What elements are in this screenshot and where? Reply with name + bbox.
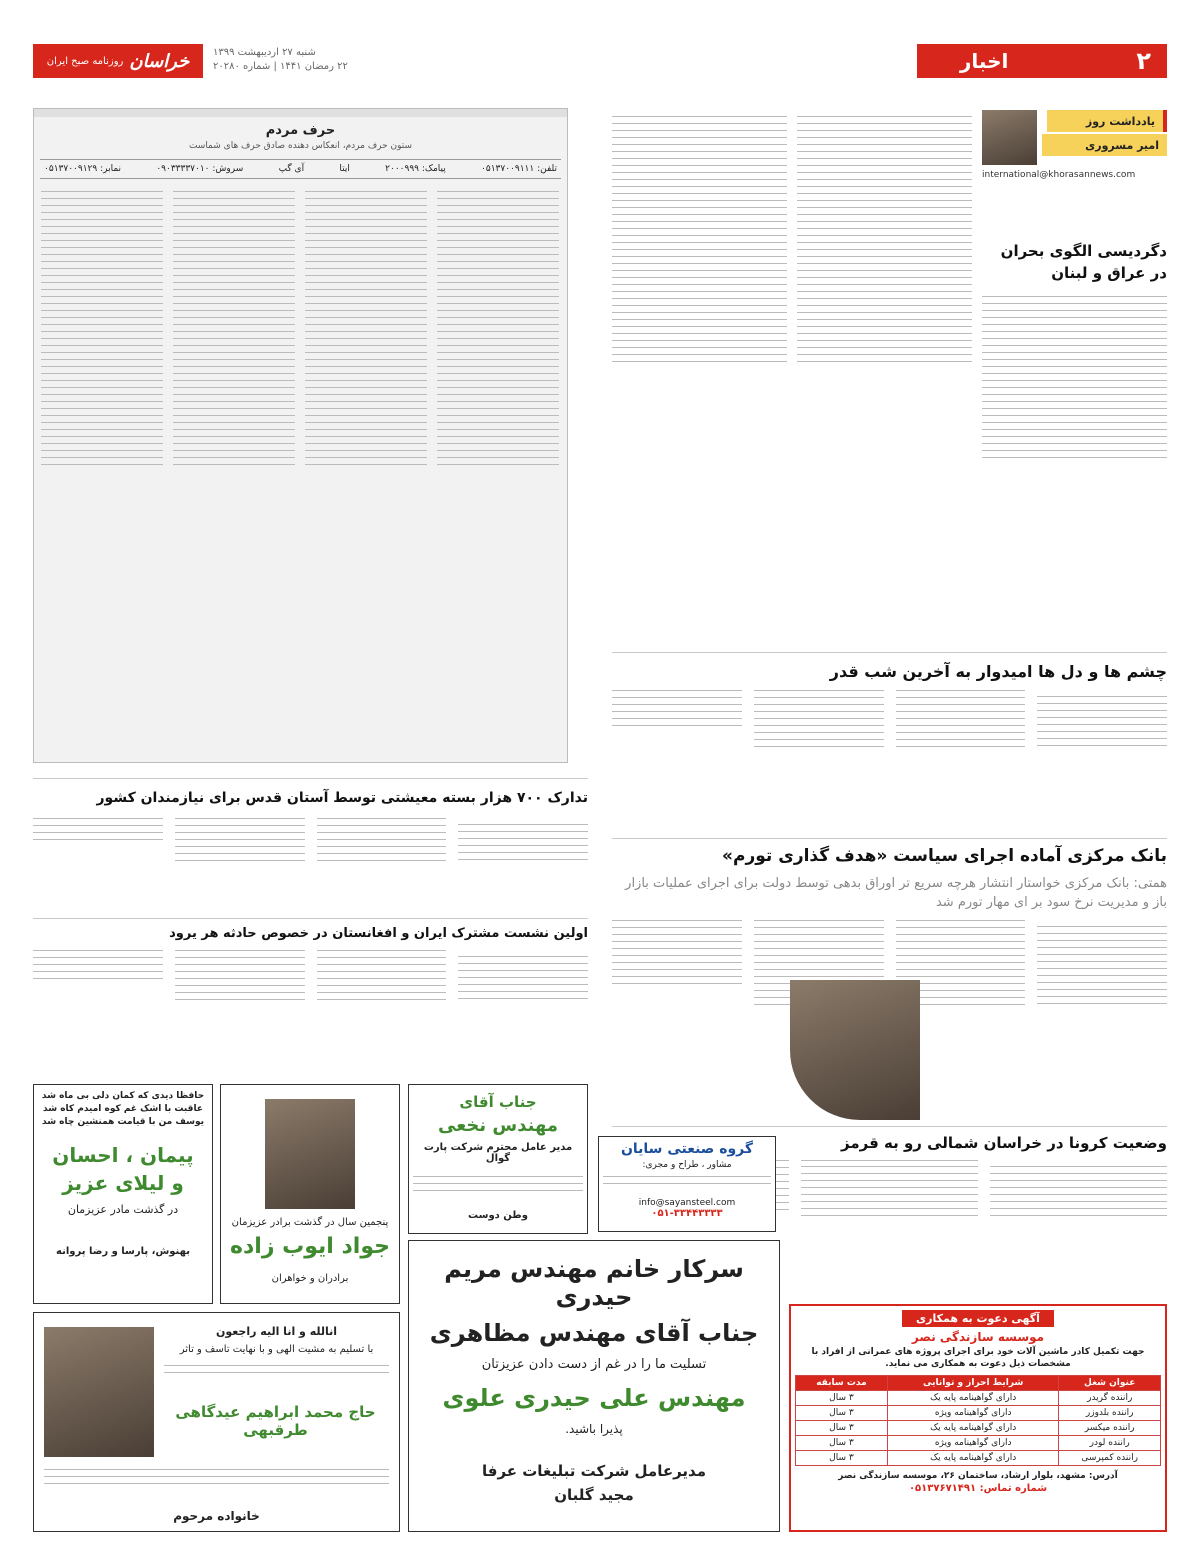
ad-memorial-photo [265, 1099, 355, 1209]
logo-block [33, 44, 203, 78]
table-cell: ۳ سال [796, 1421, 888, 1436]
ad-heydari-line-3: تسلیت ما را در غم از دست دادن عزیزتان [481, 1357, 707, 1372]
table-row [796, 1421, 1161, 1436]
ad-memorial-name: جواد ایوب زاده [230, 1234, 390, 1259]
table-cell: ۳ سال [796, 1451, 888, 1466]
ad-tarqabi-line: با تسلیم به مشیت الهی و با نهایت تاسف و تاثر [179, 1344, 374, 1355]
table-cell: ۳ سال [796, 1436, 888, 1451]
table-cell: دارای گواهینامه پایه یک [887, 1421, 1059, 1436]
column-kicker: یادداشت روز [1085, 114, 1155, 128]
table-cell: راننده بلدوزر [1059, 1406, 1161, 1421]
ad-hiring-table [795, 1375, 1161, 1466]
column-header [982, 110, 1167, 196]
article-body-quds [33, 818, 588, 918]
column-body-2 [797, 110, 972, 630]
ad-hiring-desc: جهت تکمیل کادر ماشین آلات خود برای اجرای پروژه های عمرانی از افراد با مشخصات ذیل دعوت به همکاری می نماید. [811, 1347, 1145, 1369]
table-header: مدت سابقه [796, 1376, 888, 1391]
divider [33, 918, 588, 919]
table-cell: ۳ سال [796, 1406, 888, 1421]
table-row [796, 1451, 1161, 1466]
divider [33, 778, 588, 779]
ad-nakhai [408, 1084, 588, 1234]
table-row [796, 1436, 1161, 1451]
column-title: دگردیسی الگوی بحران در عراق و لبنان [1000, 242, 1167, 282]
article-title-qadr: چشم ها و دل ها امیدوار به آخرین شب قدر [829, 662, 1167, 681]
harfe-mardom-contacts [40, 159, 561, 179]
table-cell: ۳ سال [796, 1391, 888, 1406]
article-title-quds: تدارک ۷۰۰ هزار بسته معیشتی توسط آستان قدس برای نیازمندان کشور [96, 790, 588, 806]
article-photo-bank [790, 980, 920, 1120]
ad-tarqabi-photo [44, 1327, 154, 1457]
table-cell: راننده گریدر [1059, 1391, 1161, 1406]
ad-heydari-name: مهندس علی حیدری علوی [442, 1384, 746, 1412]
ad-tarqabi [33, 1312, 400, 1532]
ad-sayan-name: گروه صنعتی سایان [620, 1141, 754, 1157]
ad-memorial-ayoubzadeh [220, 1084, 400, 1304]
ad-sayan-items: مشاور ، طراح و مجری: [642, 1160, 732, 1170]
contact-sms[interactable]: پیامک: ۲۰۰۰۹۹۹ [385, 164, 446, 174]
table-header: عنوان شغل [1059, 1376, 1161, 1391]
table-row [796, 1391, 1161, 1406]
table-cell: راننده لودر [1059, 1436, 1161, 1451]
ad-text: در گذشت مادر عزیزمان [67, 1203, 179, 1216]
table-cell: راننده میکسر [1059, 1421, 1161, 1436]
ad-tarqabi-verse: انالله و انا الیه راجعون [215, 1325, 338, 1338]
masthead [33, 44, 1167, 80]
author-bar [1042, 134, 1167, 156]
date-block [213, 46, 363, 74]
ad-heydari [408, 1240, 780, 1532]
ad-memorial-line: پنجمین سال در گذشت برادر عزیزمان [231, 1217, 389, 1228]
harfe-mardom-col-4 [41, 185, 163, 755]
ad-verse-3: یوسف من با قیامت همنشین چاه شد [42, 1117, 204, 1127]
column-kicker-bar [1047, 110, 1167, 132]
ad-names-2: و لیلای عزیز [62, 1171, 184, 1195]
contact-phone[interactable]: تلفن: ۰۵۱۳۷۰۰۹۱۱۱ [481, 164, 557, 174]
contact-igap[interactable]: آی گپ [278, 164, 305, 174]
ad-hiring-company: موسسه سازندگی نصر [911, 1330, 1045, 1344]
logo-text: خراسان [129, 50, 190, 72]
date-line-2: ۲۲ رمضان ۱۴۴۱ | شماره ۲۰۲۸۰ [213, 61, 348, 72]
article-title-corona: وضعیت کرونا در خراسان شمالی رو به قرمز [841, 1134, 1167, 1152]
ad-hiring [789, 1304, 1167, 1532]
contact-fax[interactable]: نمابر: ۰۵۱۳۷۰۰۹۱۲۹ [44, 164, 122, 174]
table-cell: دارای گواهینامه ویژه [887, 1436, 1059, 1451]
ad-hiring-title: آگهی دعوت به همکاری [902, 1310, 1054, 1327]
table-row [796, 1406, 1161, 1421]
ad-nakhai-title-2: مهندس نخعی [438, 1115, 558, 1136]
ad-nakhai-role: مدیر عامل محترم شرکت پارت گوال [423, 1142, 573, 1164]
ad-tarqabi-name: حاج محمد ابراهیم عیدگاهی طرقبهی [175, 1403, 376, 1439]
harfe-mardom-top-bar [34, 109, 567, 117]
harfe-mardom-col-2 [305, 185, 427, 755]
ad-heydari-signer: مجید گلبان [554, 1486, 634, 1504]
harfe-mardom-col-3 [173, 185, 295, 755]
ad-names-1: پیمان ، احسان [52, 1143, 194, 1167]
column-body-3 [612, 110, 787, 630]
ad-verse-2: عاقبت با اشک غم کوه امیدم کاه شد [43, 1104, 203, 1114]
ad-nakhai-body [413, 1170, 583, 1210]
table-cell: دارای گواهینامه پایه یک [887, 1391, 1059, 1406]
contact-eitaa[interactable]: ایتا [339, 164, 350, 174]
section-block [917, 44, 1167, 78]
ad-tarqabi-body [164, 1359, 389, 1389]
article-body-qadr [612, 690, 1167, 820]
table-cell: دارای گواهینامه ویژه [887, 1406, 1059, 1421]
author-email: international@khorasannews.com [982, 170, 1136, 180]
table-cell: راننده کمپرسی [1059, 1451, 1161, 1466]
harfe-mardom-subtitle: ستون حرف مردم، انعکاس دهنده صادق حرف های شماست [188, 141, 413, 151]
article-lead-bank: همتی: بانک مرکزی خواستار انتشار هرچه سریع تر اوراق بدهی توسط دولت برای اجرای عملیات بازار باز و مدیریت نرخ سود بر ای مهار تورم شد [625, 876, 1167, 910]
ad-sayan [598, 1136, 776, 1232]
ad-verse-1: حافظا دیدی که کمان دلی بی ماه شد [41, 1091, 205, 1101]
ad-heydari-from: مدیرعامل شرکت تبلیغات عرفا [481, 1462, 707, 1480]
article-title-iran-afghan: اولین نشست مشترک ایران و افغانستان در خصوص حادثه هر یرود [169, 926, 588, 941]
harfe-mardom-box [33, 108, 568, 763]
page-number: ۲ [1136, 47, 1151, 75]
ad-memorial-footer: برادران و خواهران [271, 1273, 349, 1284]
article-body-iran-afghan [33, 950, 588, 1070]
ad-sayan-email[interactable]: info@sayansteel.com [638, 1198, 736, 1208]
ad-heydari-line-2: جناب آقای مهندس مظاهری [429, 1319, 759, 1347]
divider [612, 652, 1167, 653]
contact-soroush[interactable]: سروش: ۰۹۰۳۳۳۳۷۰۱۰ [156, 164, 244, 174]
ad-nakhai-title-1: جناب آقای [459, 1093, 537, 1111]
ad-sayan-phone[interactable]: ۰۵۱-۳۳۴۴۳۳۳۳ [651, 1208, 723, 1219]
ad-hiring-address: آدرس: مشهد، بلوار ارشاد، ساختمان ۲۶، موسسه سازندگی نصر [838, 1471, 1118, 1481]
table-cell: دارای گواهینامه پایه یک [887, 1451, 1059, 1466]
ad-sayan-list [603, 1170, 771, 1198]
ad-tarqabi-text [44, 1463, 389, 1503]
ad-tarqabi-family: خانواده مرحوم [173, 1509, 260, 1523]
harfe-mardom-title: حرف مردم [265, 123, 336, 138]
ad-heydari-accept: پذیرا باشید. [565, 1422, 623, 1436]
divider [612, 838, 1167, 839]
divider [612, 1126, 1167, 1127]
ad-hiring-phone[interactable]: شماره تماس: ۰۵۱۳۷۶۷۱۴۹۱ [908, 1483, 1048, 1494]
ad-condolence-peyman [33, 1084, 213, 1304]
ad-family: بهنوش، پارسا و رضا پروانه [56, 1246, 190, 1257]
logo-sub: روزنامه صبح ایران [46, 55, 124, 67]
ad-heydari-line-1: سرکار خانم مهندس مریم حیدری [444, 1255, 744, 1311]
column-body [982, 290, 1167, 630]
section-title: اخبار [959, 49, 1009, 73]
table-header: شرایط احراز و توانایی [887, 1376, 1059, 1391]
author-photo [982, 110, 1037, 165]
article-title-bank: بانک مرکزی آماده اجرای سیاست «هدف گذاری تورم» [722, 846, 1167, 866]
date-line-1: شنبه ۲۷ اردیبهشت ۱۳۹۹ [213, 47, 316, 58]
author-name: امیر مسروری [1085, 138, 1159, 152]
ad-nakhai-sign: وطن دوست [468, 1210, 528, 1221]
harfe-mardom-col-1 [437, 185, 559, 755]
